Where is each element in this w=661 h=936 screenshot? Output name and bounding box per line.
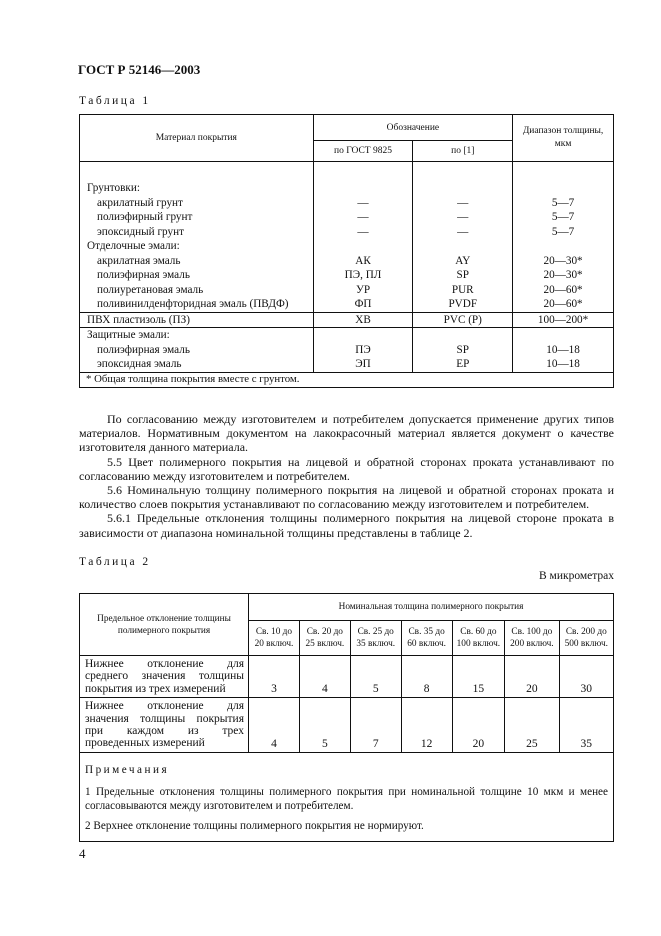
table2-value: 15 bbox=[452, 656, 505, 698]
table1 bbox=[79, 114, 614, 388]
table2-value: 20 bbox=[505, 656, 559, 698]
table1-cell-gost: — bbox=[313, 196, 413, 211]
table1-cell-ref: PUR bbox=[413, 283, 513, 298]
table1-cell-ref: SP bbox=[413, 343, 513, 358]
table1-cell-gost: ПЭ bbox=[313, 343, 413, 358]
table1-cell-thickness: 100—200* bbox=[513, 312, 614, 328]
table2-value: 3 bbox=[249, 656, 300, 698]
table1-head-ref: по [1] bbox=[413, 141, 513, 162]
table1-row bbox=[80, 254, 614, 269]
body-text bbox=[79, 412, 614, 540]
table1-head-thickness: Диапазон толщины, мкм bbox=[513, 115, 614, 162]
table1-cell-ref bbox=[413, 162, 513, 196]
range-header: Св. 100 до 200 включ. bbox=[505, 621, 559, 656]
table1-row bbox=[80, 328, 614, 343]
table2-head-left: Предельное отклонение толщины полимерного покрытия bbox=[80, 594, 249, 656]
range-header: Св. 200 до 500 включ. bbox=[559, 621, 613, 656]
table1-cell-thickness: 5—7 bbox=[513, 210, 614, 225]
table1-row bbox=[80, 196, 614, 211]
table1-head-material: Материал покрытия bbox=[80, 115, 314, 162]
table1-cell-ref: PVDF bbox=[413, 297, 513, 312]
table1-cell-material: акрилатная эмаль bbox=[80, 254, 314, 269]
table1-cell-thickness: 10—18 bbox=[513, 343, 614, 358]
range-header: Св. 35 до 60 включ. bbox=[401, 621, 452, 656]
table1-cell-gost: ЭП bbox=[313, 357, 413, 372]
table1-cell-thickness: 20—30* bbox=[513, 268, 614, 283]
table2-row bbox=[80, 698, 614, 753]
table1-cell-gost bbox=[313, 328, 413, 343]
table1-row bbox=[80, 210, 614, 225]
paragraph-5-6-1: 5.6.1 Предельные отклонения толщины полимерного покрытия на лицевой стороне проката в зависимости от диапазона номинальной толщины представлены в таблице 2. bbox=[79, 511, 614, 540]
table1-cell-material: эпоксидная эмаль bbox=[80, 357, 314, 372]
range-header: Св. 20 до 25 включ. bbox=[299, 621, 350, 656]
table2-value: 4 bbox=[299, 656, 350, 698]
table1-cell-gost: — bbox=[313, 210, 413, 225]
range-header: Св. 25 до 35 включ. bbox=[350, 621, 401, 656]
range-header: Св. 10 до 20 включ. bbox=[249, 621, 300, 656]
table1-cell-material: поливинилденфторидная эмаль (ПВДФ) bbox=[80, 297, 314, 312]
table2-notes bbox=[80, 752, 614, 841]
table1-cell-gost: ФП bbox=[313, 297, 413, 312]
table2-value: 12 bbox=[401, 698, 452, 753]
table1-cell-thickness: 20—60* bbox=[513, 297, 614, 312]
table1-row bbox=[80, 268, 614, 283]
table1-cell-ref: PVC (P) bbox=[413, 312, 513, 328]
table1-footnote: * Общая толщина покрытия вместе с грунтом. bbox=[80, 372, 614, 387]
table2-value: 7 bbox=[350, 698, 401, 753]
paragraph-5-5: 5.5 Цвет полимерного покрытия на лицевой и обратной сторонах проката устанавливают по согласованию между изготовителем и потребителем. bbox=[79, 454, 614, 483]
table1-row bbox=[80, 162, 614, 196]
table1-cell-thickness: 20—30* bbox=[513, 254, 614, 269]
table1-cell-material: полиуретановая эмаль bbox=[80, 283, 314, 298]
table1-cell-gost bbox=[313, 162, 413, 196]
table2-caption: Таблица 2 bbox=[79, 556, 151, 568]
table1-cell-thickness: 5—7 bbox=[513, 225, 614, 240]
table1-cell-ref: AY bbox=[413, 254, 513, 269]
table1-head-gost: по ГОСТ 9825 bbox=[313, 141, 413, 162]
page-number: 4 bbox=[79, 846, 86, 861]
table1-cell-gost: — bbox=[313, 225, 413, 240]
table1-head-designation: Обозначение bbox=[313, 115, 512, 141]
table2-row-label: Нижнее отклонение для значения толщины покрытия при каждом из трех проведенных измерений bbox=[80, 698, 249, 753]
table2-units: В микрометрах bbox=[539, 570, 614, 582]
table1-cell-gost: ХВ bbox=[313, 312, 413, 328]
table2-value: 25 bbox=[505, 698, 559, 753]
table1-cell-material: Отделочные эмали: bbox=[80, 239, 314, 254]
table1-cell-ref: — bbox=[413, 210, 513, 225]
table1-cell-ref: SP bbox=[413, 268, 513, 283]
table1-cell-gost: АК bbox=[313, 254, 413, 269]
note-1: 1 Предельные отклонения толщины полимерного покрытия при номинальной толщине 10 мкм и менее согласовываются между изготовителем и потребителем. bbox=[85, 785, 608, 812]
table1-cell-thickness bbox=[513, 328, 614, 343]
table1-cell-material: полиэфирная эмаль bbox=[80, 268, 314, 283]
table1-cell-gost: ПЭ, ПЛ bbox=[313, 268, 413, 283]
table1-row bbox=[80, 357, 614, 372]
document-header: ГОСТ Р 52146—2003 bbox=[78, 62, 201, 77]
table2-value: 5 bbox=[350, 656, 401, 698]
table1-cell-material: Защитные эмали: bbox=[80, 328, 314, 343]
table2-value: 20 bbox=[452, 698, 505, 753]
range-header: Св. 60 до 100 включ. bbox=[452, 621, 505, 656]
note-2: 2 Верхнее отклонение толщины полимерного покрытия не нормируют. bbox=[85, 819, 424, 832]
table2-value: 30 bbox=[559, 656, 613, 698]
table1-cell-material: полиэфирная эмаль bbox=[80, 343, 314, 358]
table1-cell-thickness: 5—7 bbox=[513, 196, 614, 211]
table1-cell-gost bbox=[313, 239, 413, 254]
notes-title: Примечания bbox=[85, 763, 170, 776]
table1-cell-material: эпоксидный грунт bbox=[80, 225, 314, 240]
table1-row bbox=[80, 343, 614, 358]
table1-cell-thickness bbox=[513, 162, 614, 196]
table1-cell-ref bbox=[413, 239, 513, 254]
paragraph: По согласованию между изготовителем и потребителем допускается применение других типов материалов. Нормативным документом на лакокрасочный материал является документ о качестве изготовителя данного материала. bbox=[79, 412, 614, 455]
table2-value: 8 bbox=[401, 656, 452, 698]
table2-row-label: Нижнее отклонение для среднего значения толщины покрытия из трех измерений bbox=[80, 656, 249, 698]
paragraph-5-6: 5.6 Номинальную толщину полимерного покрытия на лицевой и обратной сторонах проката и количество слоев покрытия устанавливают по согласованию между изготовителем и потребителем. bbox=[79, 483, 614, 512]
table2-value: 5 bbox=[299, 698, 350, 753]
table1-cell-material: ПВХ пластизоль (ПЗ) bbox=[80, 312, 314, 328]
table1-caption: Таблица 1 bbox=[79, 95, 151, 107]
table1-cell-ref: EP bbox=[413, 357, 513, 372]
table2-value: 35 bbox=[559, 698, 613, 753]
table1-cell-ref bbox=[413, 328, 513, 343]
table1-cell-material: акрилатный грунт bbox=[80, 196, 314, 211]
table1-row bbox=[80, 297, 614, 312]
table1-cell-material: полиэфирный грунт bbox=[80, 210, 314, 225]
table2-value: 4 bbox=[249, 698, 300, 753]
table1-cell-material: Грунтовки: bbox=[80, 162, 314, 196]
table1-cell-thickness bbox=[513, 239, 614, 254]
table1-cell-ref: — bbox=[413, 196, 513, 211]
table1-cell-ref: — bbox=[413, 225, 513, 240]
table1-cell-thickness: 10—18 bbox=[513, 357, 614, 372]
table2-head-top: Номинальная толщина полимерного покрытия bbox=[249, 594, 614, 621]
table1-row bbox=[80, 283, 614, 298]
table1-row bbox=[80, 239, 614, 254]
table1-cell-gost: УР bbox=[313, 283, 413, 298]
table1-row bbox=[80, 312, 614, 328]
table2 bbox=[79, 593, 614, 842]
table1-cell-thickness: 20—60* bbox=[513, 283, 614, 298]
table1-row bbox=[80, 225, 614, 240]
table2-row bbox=[80, 656, 614, 698]
